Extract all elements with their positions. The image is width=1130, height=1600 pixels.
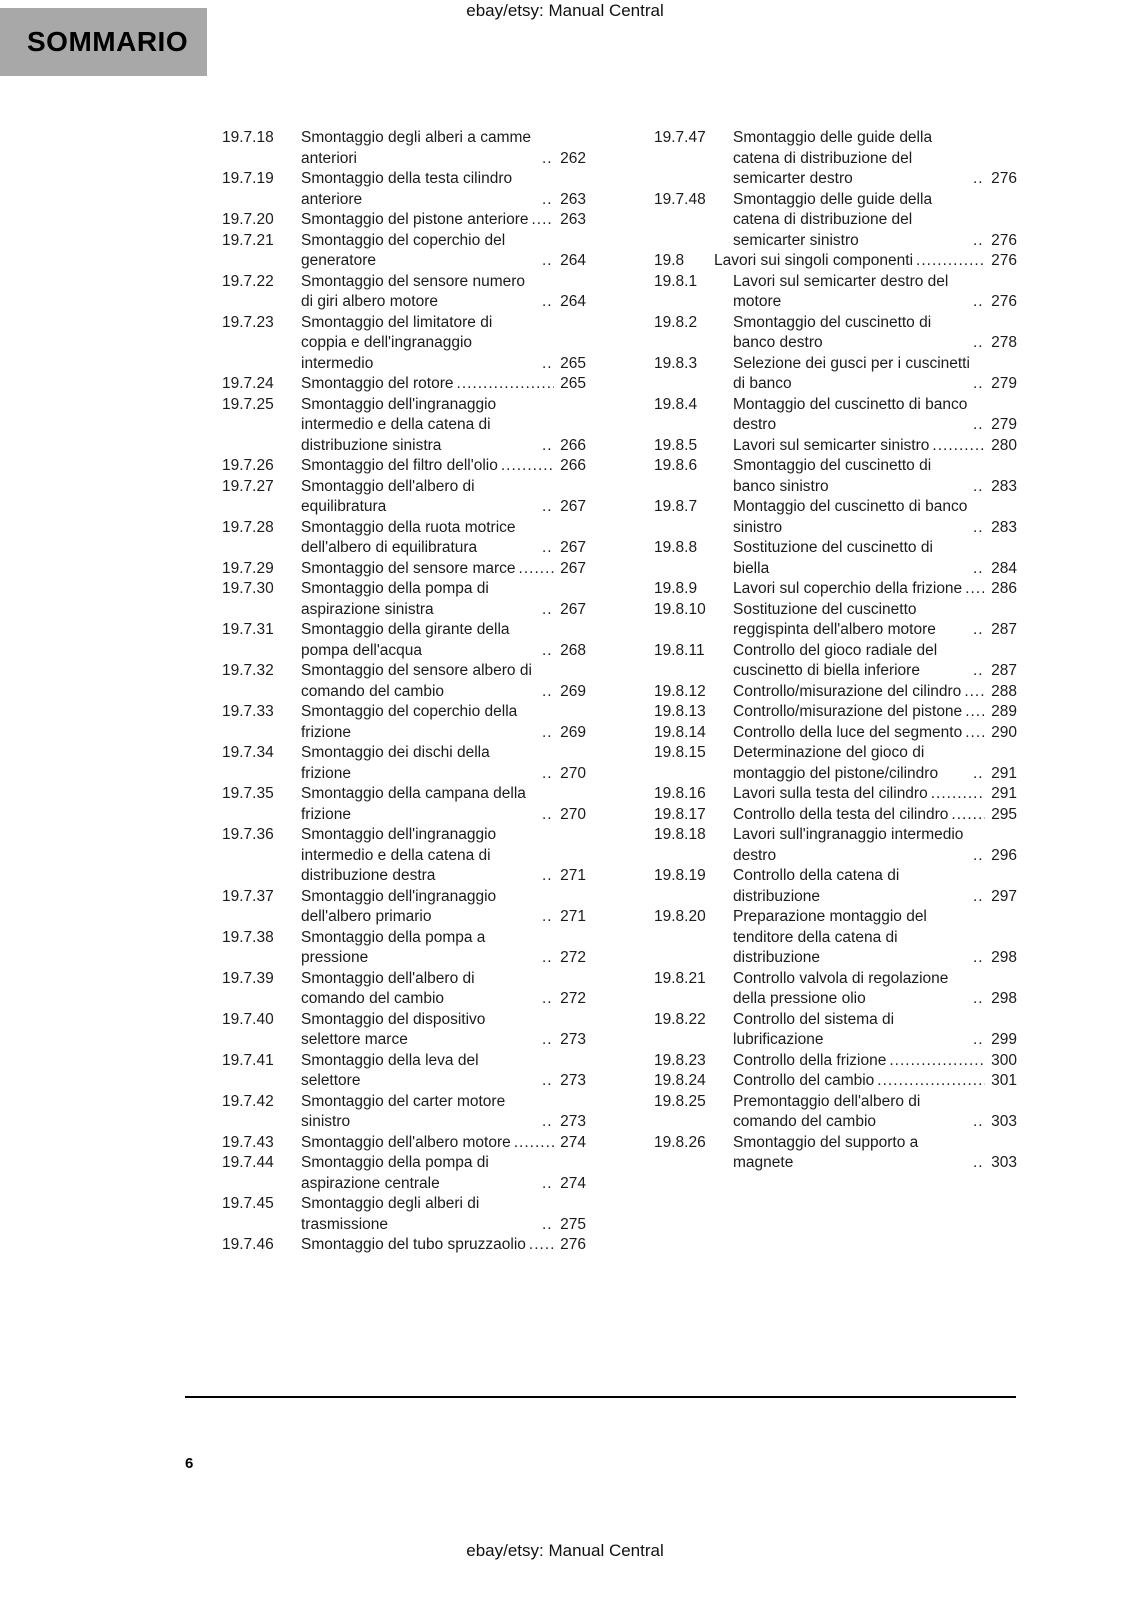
toc-entry-title: Smontaggio della testa cilindro anteriore <box>301 170 513 208</box>
toc-entry-page: 268 <box>560 641 586 659</box>
toc-entry-title: Controllo della frizione <box>733 1051 887 1069</box>
toc-dot-leader <box>542 682 554 703</box>
toc-entry <box>222 825 586 887</box>
toc-entry-page: 278 <box>991 334 1017 351</box>
toc-dot-leader <box>542 866 554 887</box>
toc-entry <box>654 272 1017 313</box>
toc-dot-leader <box>973 333 985 354</box>
toc-entry-number: 19.8.2 <box>654 313 698 331</box>
toc-entry <box>222 210 586 231</box>
toc-entry-page: 272 <box>560 990 586 1007</box>
toc-entry <box>222 559 586 580</box>
toc-entry-number: 19.7.34 <box>222 744 274 761</box>
toc-entry <box>654 866 1017 907</box>
toc-dot-leader <box>973 292 985 313</box>
toc-entry <box>654 1133 1017 1174</box>
toc-entry <box>222 272 586 313</box>
toc-entry-page: 271 <box>560 867 586 884</box>
toc-entry <box>222 743 586 784</box>
toc-entry-number: 19.7.45 <box>222 1195 274 1212</box>
toc-dot-leader <box>542 149 554 170</box>
toc-entry-page: 289 <box>991 703 1017 720</box>
toc-entry-number: 19.8.21 <box>654 969 706 987</box>
toc-entry <box>222 518 586 559</box>
toc-entry-title: Controllo/misurazione del pistone <box>733 703 963 720</box>
toc-dot-leader <box>973 231 985 252</box>
toc-entry-title: Controllo del gioco radiale del cuscinetto di biella inferiore <box>733 641 938 679</box>
toc-entry-title: Premontaggio dell'albero di comando del cambio <box>733 1092 921 1130</box>
toc-dot-leader <box>529 1235 554 1256</box>
toc-dot-leader <box>542 764 554 785</box>
toc-dot-leader <box>973 887 985 908</box>
toc-dot-leader <box>973 1030 985 1051</box>
toc-entry-title: Lavori sul coperchio della frizione <box>733 580 963 597</box>
toc-entry-page: 273 <box>560 1072 586 1089</box>
toc-entry-number: 19.7.25 <box>222 395 274 413</box>
toc-entry-page: 283 <box>991 518 1017 536</box>
toc-entry-number: 19.7.36 <box>222 826 274 843</box>
toc-entry-title: Lavori sulla testa del cilindro <box>733 785 928 802</box>
toc-entry-page: 284 <box>991 559 1017 577</box>
toc-dot-leader <box>965 579 985 600</box>
toc-entry-title: Preparazione montaggio del tenditore della catena di distribuzione <box>733 908 927 966</box>
toc-entry-title: Smontaggio dei dischi della frizione <box>301 744 490 782</box>
toc-entry-title: Lavori sull'ingranaggio intermedio destro <box>733 826 964 864</box>
toc-entry-number: 19.7.44 <box>222 1154 274 1171</box>
toc-entry <box>654 784 1017 805</box>
toc-entry-title: Smontaggio del supporto a magnete <box>733 1133 919 1171</box>
toc-dot-leader <box>973 1153 985 1174</box>
toc-entry-number: 19.7.35 <box>222 785 274 802</box>
toc-entry-page: 269 <box>560 723 586 741</box>
toc-entry-page: 286 <box>991 580 1017 597</box>
toc-entry-title: Smontaggio dell'albero di equilibratura <box>301 477 475 515</box>
toc-entry <box>654 313 1017 354</box>
toc-entry <box>222 374 586 395</box>
toc-entry-number: 19.7.39 <box>222 969 274 987</box>
toc-entry-number: 19.8.17 <box>654 805 706 823</box>
toc-entry-number: 19.8.3 <box>654 354 698 372</box>
toc-entry-page: 279 <box>991 375 1017 392</box>
toc-entry-title: Controllo del sistema di lubrificazione <box>733 1010 895 1048</box>
toc-dot-leader <box>531 210 554 231</box>
toc-entry-page: 276 <box>991 293 1017 310</box>
toc-entry-title: Smontaggio del filtro dell'olio <box>301 457 498 474</box>
toc-entry <box>654 600 1017 641</box>
toc-entry-title: Smontaggio del sensore numero di giri albero motore <box>301 272 526 310</box>
toc-entry <box>654 969 1017 1010</box>
toc-entry-page: 303 <box>991 1154 1017 1171</box>
toc-entry-page: 264 <box>560 252 586 269</box>
toc-dot-leader <box>542 251 554 272</box>
toc-entry-title: Smontaggio del coperchio del generatore <box>301 231 506 269</box>
toc-entry-title: Montaggio del cuscinetto di banco destro <box>733 395 968 433</box>
toc-entry-page: 291 <box>991 764 1017 782</box>
toc-entry-title: Smontaggio dell'albero di comando del cambio <box>301 969 475 1007</box>
toc-entry-number: 19.8.5 <box>654 436 698 454</box>
toc-entry <box>654 456 1017 497</box>
toc-entry-title: Smontaggio dell'ingranaggio intermedio e della catena di distribuzione sinistra <box>301 395 497 454</box>
toc-entry <box>222 620 586 661</box>
toc-entry-title: Sostituzione del cuscinetto reggispinta dell'albero motore <box>733 600 936 638</box>
toc-entry <box>222 579 586 620</box>
toc-entry <box>222 456 586 477</box>
toc-entry <box>654 395 1017 436</box>
toc-dot-leader <box>542 1030 554 1051</box>
toc-dot-leader <box>542 1215 554 1236</box>
toc-dot-leader <box>916 251 985 272</box>
toc-entry-title: Smontaggio della campana della frizione <box>301 785 526 823</box>
toc-entry-number: 19.7.42 <box>222 1092 274 1110</box>
toc-entry-number: 19.8.25 <box>654 1092 706 1110</box>
toc-entry-page: 267 <box>560 498 586 515</box>
toc-dot-leader <box>877 1071 985 1092</box>
toc-dot-leader <box>973 948 985 969</box>
toc-entry-page: 295 <box>991 805 1017 823</box>
sommario-label: SOMMARIO <box>27 26 189 57</box>
toc-dot-leader <box>542 436 554 457</box>
toc-entry <box>654 641 1017 682</box>
toc-entry-number: 19.8.7 <box>654 498 698 515</box>
toc-entry-title: Smontaggio del coperchio della frizione <box>301 703 518 741</box>
toc-entry-page: 267 <box>560 600 586 618</box>
toc-entry-title: Controllo valvola di regolazione della pressione olio <box>733 969 949 1007</box>
toc-dot-leader <box>973 415 985 436</box>
toc-entry <box>222 313 586 375</box>
toc-entry-number: 19.7.24 <box>222 375 274 392</box>
toc-entry-number: 19.7.38 <box>222 928 274 946</box>
toc-entry-number: 19.7.48 <box>654 190 706 208</box>
toc-entry <box>654 497 1017 538</box>
toc-entry <box>222 1092 586 1133</box>
toc-entry-page: 266 <box>560 436 586 454</box>
toc-entry-number: 19.7.18 <box>222 129 274 146</box>
toc-entry-page: 270 <box>560 764 586 782</box>
toc-dot-leader <box>931 784 985 805</box>
toc-entry <box>222 702 586 743</box>
toc-dot-leader <box>519 559 554 580</box>
footer-divider <box>185 1396 1016 1398</box>
toc-entry <box>654 1071 1017 1092</box>
toc-dot-leader <box>973 169 985 190</box>
toc-entry <box>222 395 586 457</box>
toc-entry <box>222 1235 586 1256</box>
toc-entry-number: 19.8 <box>654 252 685 269</box>
toc-entry-title: Smontaggio della leva del selettore <box>301 1051 479 1089</box>
toc-entry-page: 269 <box>560 682 586 700</box>
toc-entry-page: 303 <box>991 1113 1017 1130</box>
toc-entry-title: Smontaggio delle guide della catena di distribuzione del semicarter sinistro <box>733 190 933 249</box>
toc-dot-leader <box>965 723 985 744</box>
toc-entry-number: 19.8.24 <box>654 1072 706 1089</box>
toc-entry <box>222 1153 586 1194</box>
toc-entry-number: 19.7.21 <box>222 231 274 249</box>
toc-dot-leader <box>514 1133 554 1154</box>
toc-entry-page: 273 <box>560 1031 586 1048</box>
toc-entry-page: 265 <box>560 375 586 392</box>
toc-entry-page: 272 <box>560 949 586 966</box>
toc-entry <box>654 702 1017 723</box>
toc-dot-leader <box>973 620 985 641</box>
toc-entry-number: 19.7.20 <box>222 211 274 228</box>
toc-entry-page: 298 <box>991 949 1017 966</box>
toc-entry-page: 297 <box>991 887 1017 905</box>
toc-entry-number: 19.8.13 <box>654 703 706 720</box>
toc-dot-leader <box>542 805 554 826</box>
toc-entry <box>654 907 1017 969</box>
toc-entry-number: 19.7.32 <box>222 662 274 679</box>
table-of-contents <box>222 128 1018 1256</box>
toc-entry-title: Smontaggio del rotore <box>301 375 454 392</box>
toc-entry <box>222 1010 586 1051</box>
toc-entry-title: Lavori sul semicarter destro del motore <box>733 272 949 310</box>
toc-entry-page: 280 <box>991 436 1017 454</box>
toc-entry <box>222 1194 586 1235</box>
toc-entry-page: 273 <box>560 1113 586 1130</box>
toc-dot-leader <box>973 1112 985 1133</box>
toc-entry-title: Controllo del cambio <box>733 1072 875 1089</box>
toc-entry <box>654 436 1017 457</box>
toc-entry-number: 19.8.23 <box>654 1051 706 1069</box>
toc-dot-leader <box>542 723 554 744</box>
toc-entry-page: 266 <box>560 457 586 474</box>
toc-entry-page: 265 <box>560 354 586 372</box>
toc-entry-page: 275 <box>560 1215 586 1233</box>
toc-entry-page: 263 <box>560 211 586 228</box>
toc-entry <box>222 1133 586 1154</box>
toc-entry <box>222 169 586 210</box>
toc-entry-number: 19.7.46 <box>222 1236 274 1253</box>
toc-entry-page: 299 <box>991 1031 1017 1048</box>
toc-entry-title: Determinazione del gioco di montaggio del pistone/cilindro <box>733 744 939 782</box>
toc-dot-leader <box>964 682 985 703</box>
toc-entry-title: Smontaggio della pompa a pressione <box>301 928 486 966</box>
toc-entry-number: 19.7.29 <box>222 559 274 577</box>
toc-entry-page: 287 <box>991 662 1017 679</box>
toc-entry-title: Smontaggio del limitatore di coppia e dell'ingranaggio intermedio <box>301 313 493 372</box>
toc-entry <box>222 887 586 928</box>
toc-entry <box>654 579 1017 600</box>
toc-entry-title: Controllo della testa del cilindro <box>733 805 949 823</box>
toc-entry-number: 19.7.43 <box>222 1133 274 1151</box>
sommario-banner <box>0 8 207 76</box>
toc-entry-title: Sostituzione del cuscinetto di biella <box>733 539 933 577</box>
toc-entry <box>654 128 1017 190</box>
toc-dot-leader <box>542 292 554 313</box>
toc-dot-leader <box>457 374 554 395</box>
toc-entry-title: Selezione dei gusci per i cuscinetti di banco <box>733 354 970 392</box>
toc-entry-title: Smontaggio degli alberi di trasmissione <box>301 1195 480 1233</box>
toc-entry-page: 291 <box>991 785 1017 802</box>
toc-dot-leader <box>542 1174 554 1195</box>
toc-dot-leader <box>542 1071 554 1092</box>
toc-entry-title: Lavori sui singoli componenti <box>714 252 914 269</box>
toc-entry-number: 19.7.23 <box>222 313 274 331</box>
toc-entry-title: Smontaggio del cuscinetto di banco sinistro <box>733 457 932 495</box>
toc-entry-number: 19.7.22 <box>222 272 274 290</box>
toc-entry <box>654 743 1017 784</box>
toc-column-left <box>222 128 586 1256</box>
toc-entry-page: 276 <box>991 231 1017 249</box>
toc-entry-title: Lavori sul semicarter sinistro <box>733 436 930 454</box>
footer-title: ebay/etsy: Manual Central <box>466 1541 664 1560</box>
toc-dot-leader <box>542 538 554 559</box>
toc-entry <box>222 928 586 969</box>
toc-entry-page: 262 <box>560 149 586 167</box>
toc-dot-leader <box>965 702 985 723</box>
toc-entry-number: 19.8.9 <box>654 580 698 597</box>
toc-entry <box>654 538 1017 579</box>
toc-entry-number: 19.8.19 <box>654 867 706 884</box>
toc-entry-number: 19.8.8 <box>654 539 698 556</box>
toc-dot-leader <box>973 518 985 539</box>
toc-entry-number: 19.7.28 <box>222 518 274 536</box>
toc-dot-leader <box>542 948 554 969</box>
toc-entry-page: 301 <box>991 1072 1017 1089</box>
toc-dot-leader <box>932 436 985 457</box>
toc-entry-number: 19.7.26 <box>222 457 274 474</box>
toc-entry <box>222 784 586 825</box>
toc-entry-number: 19.8.12 <box>654 682 706 700</box>
toc-entry <box>654 354 1017 395</box>
toc-dot-leader <box>973 477 985 498</box>
toc-entry-number: 19.8.18 <box>654 826 706 843</box>
toc-dot-leader <box>973 374 985 395</box>
toc-entry-number: 19.7.31 <box>222 621 274 638</box>
toc-entry <box>222 969 586 1010</box>
toc-entry-number: 19.7.37 <box>222 887 274 905</box>
toc-dot-leader <box>889 1051 985 1072</box>
toc-dot-leader <box>542 641 554 662</box>
toc-entry-title: Smontaggio del pistone anteriore <box>301 211 529 228</box>
toc-entry-page: 271 <box>560 908 586 925</box>
page-number: 6 <box>185 1455 194 1472</box>
toc-entry-number: 19.8.22 <box>654 1010 706 1028</box>
toc-entry-page: 298 <box>991 990 1017 1007</box>
toc-entry-title: Smontaggio della pompa di aspirazione centrale <box>301 1154 489 1192</box>
toc-entry-title: Smontaggio del sensore albero di comando del cambio <box>301 662 532 700</box>
toc-entry-page: 290 <box>991 723 1017 741</box>
toc-entry <box>222 1051 586 1092</box>
toc-entry-number: 19.8.1 <box>654 272 698 290</box>
toc-dot-leader <box>542 1112 554 1133</box>
toc-entry-page: 279 <box>991 416 1017 433</box>
toc-entry <box>654 1051 1017 1072</box>
toc-entry-page: 267 <box>560 559 586 577</box>
toc-entry-title: Smontaggio del tubo spruzzaolio <box>301 1236 526 1253</box>
toc-entry-page: 274 <box>560 1174 586 1192</box>
toc-entry-number: 19.7.30 <box>222 580 274 597</box>
toc-entry <box>654 805 1017 826</box>
toc-entry-number: 19.7.19 <box>222 170 274 187</box>
toc-entry-number: 19.7.40 <box>222 1010 274 1028</box>
toc-entry <box>222 661 586 702</box>
toc-entry-number: 19.8.15 <box>654 744 706 761</box>
toc-entry-title: Smontaggio del cuscinetto di banco destro <box>733 313 932 351</box>
toc-entry-number: 19.8.26 <box>654 1133 706 1151</box>
toc-entry-number: 19.7.27 <box>222 477 274 495</box>
toc-entry <box>654 723 1017 744</box>
toc-entry-title: Smontaggio dell'albero motore <box>301 1133 511 1151</box>
toc-dot-leader <box>973 846 985 867</box>
toc-entry-title: Controllo della catena di distribuzione <box>733 867 900 905</box>
toc-entry-page: 267 <box>560 539 586 556</box>
toc-entry-title: Smontaggio del carter motore sinistro <box>301 1092 506 1130</box>
toc-entry-number: 19.8.6 <box>654 457 698 474</box>
toc-entry-number: 19.8.14 <box>654 723 706 741</box>
toc-dot-leader <box>542 190 554 211</box>
toc-entry-title: Smontaggio dell'ingranaggio intermedio e della catena di distribuzione destra <box>301 826 497 884</box>
toc-entry-page: 276 <box>991 252 1017 269</box>
toc-entry-page: 296 <box>991 846 1017 864</box>
toc-entry <box>654 190 1017 252</box>
toc-entry <box>654 1092 1017 1133</box>
toc-entry-title: Smontaggio dell'ingranaggio dell'albero primario <box>301 887 497 925</box>
toc-entry-title: Smontaggio della ruota motrice dell'albero di equilibratura <box>301 518 516 556</box>
toc-entry-title: Montaggio del cuscinetto di banco sinistro <box>733 498 968 536</box>
toc-entry-page: 274 <box>560 1133 586 1151</box>
toc-entry-page: 276 <box>991 170 1017 187</box>
toc-entry-number: 19.7.47 <box>654 129 706 146</box>
toc-entry-title: Smontaggio della pompa di aspirazione sinistra <box>301 580 489 618</box>
toc-entry-page: 264 <box>560 293 586 310</box>
toc-entry-title: Smontaggio del dispositivo selettore marce <box>301 1010 486 1048</box>
toc-entry-title: Controllo della luce del segmento <box>733 723 963 741</box>
toc-entry <box>222 477 586 518</box>
toc-entry <box>654 1010 1017 1051</box>
toc-entry-title: Smontaggio delle guide della catena di distribuzione del semicarter destro <box>733 129 933 187</box>
toc-entry <box>222 128 586 169</box>
toc-dot-leader <box>542 907 554 928</box>
toc-entry-number: 19.8.4 <box>654 395 698 413</box>
toc-entry-title: Smontaggio della girante della pompa dell'acqua <box>301 621 510 659</box>
toc-entry <box>222 231 586 272</box>
toc-dot-leader <box>951 805 985 826</box>
toc-entry-number: 19.7.41 <box>222 1051 274 1069</box>
toc-entry-page: 263 <box>560 190 586 208</box>
toc-entry-title: Smontaggio degli alberi a camme anteriori <box>301 129 532 167</box>
toc-entry-page: 287 <box>991 621 1017 638</box>
toc-dot-leader <box>542 354 554 375</box>
toc-entry-number: 19.8.16 <box>654 785 706 802</box>
toc-entry <box>654 825 1017 866</box>
toc-dot-leader <box>973 661 985 682</box>
toc-column-right <box>654 128 1017 1174</box>
toc-entry-page: 288 <box>991 682 1017 700</box>
toc-entry-title: Controllo/misurazione del cilindro <box>733 682 962 700</box>
toc-entry-page: 300 <box>991 1051 1017 1069</box>
toc-dot-leader <box>542 497 554 518</box>
toc-entry-page: 283 <box>991 477 1017 495</box>
toc-entry-page: 276 <box>560 1236 586 1253</box>
toc-dot-leader <box>542 989 554 1010</box>
toc-dot-leader <box>973 559 985 580</box>
toc-entry-title: Smontaggio del sensore marce <box>301 559 516 577</box>
toc-entry-number: 19.7.33 <box>222 703 274 720</box>
toc-dot-leader <box>973 764 985 785</box>
toc-dot-leader <box>542 600 554 621</box>
header-title: ebay/etsy: Manual Central <box>466 1 664 20</box>
toc-dot-leader <box>973 989 985 1010</box>
toc-entry-page: 270 <box>560 805 586 823</box>
toc-entry-number: 19.8.11 <box>654 641 705 659</box>
toc-entry <box>654 251 1017 272</box>
toc-entry <box>654 682 1017 703</box>
toc-dot-leader <box>501 456 554 477</box>
toc-entry-number: 19.8.20 <box>654 908 706 925</box>
toc-entry-number: 19.8.10 <box>654 600 706 618</box>
